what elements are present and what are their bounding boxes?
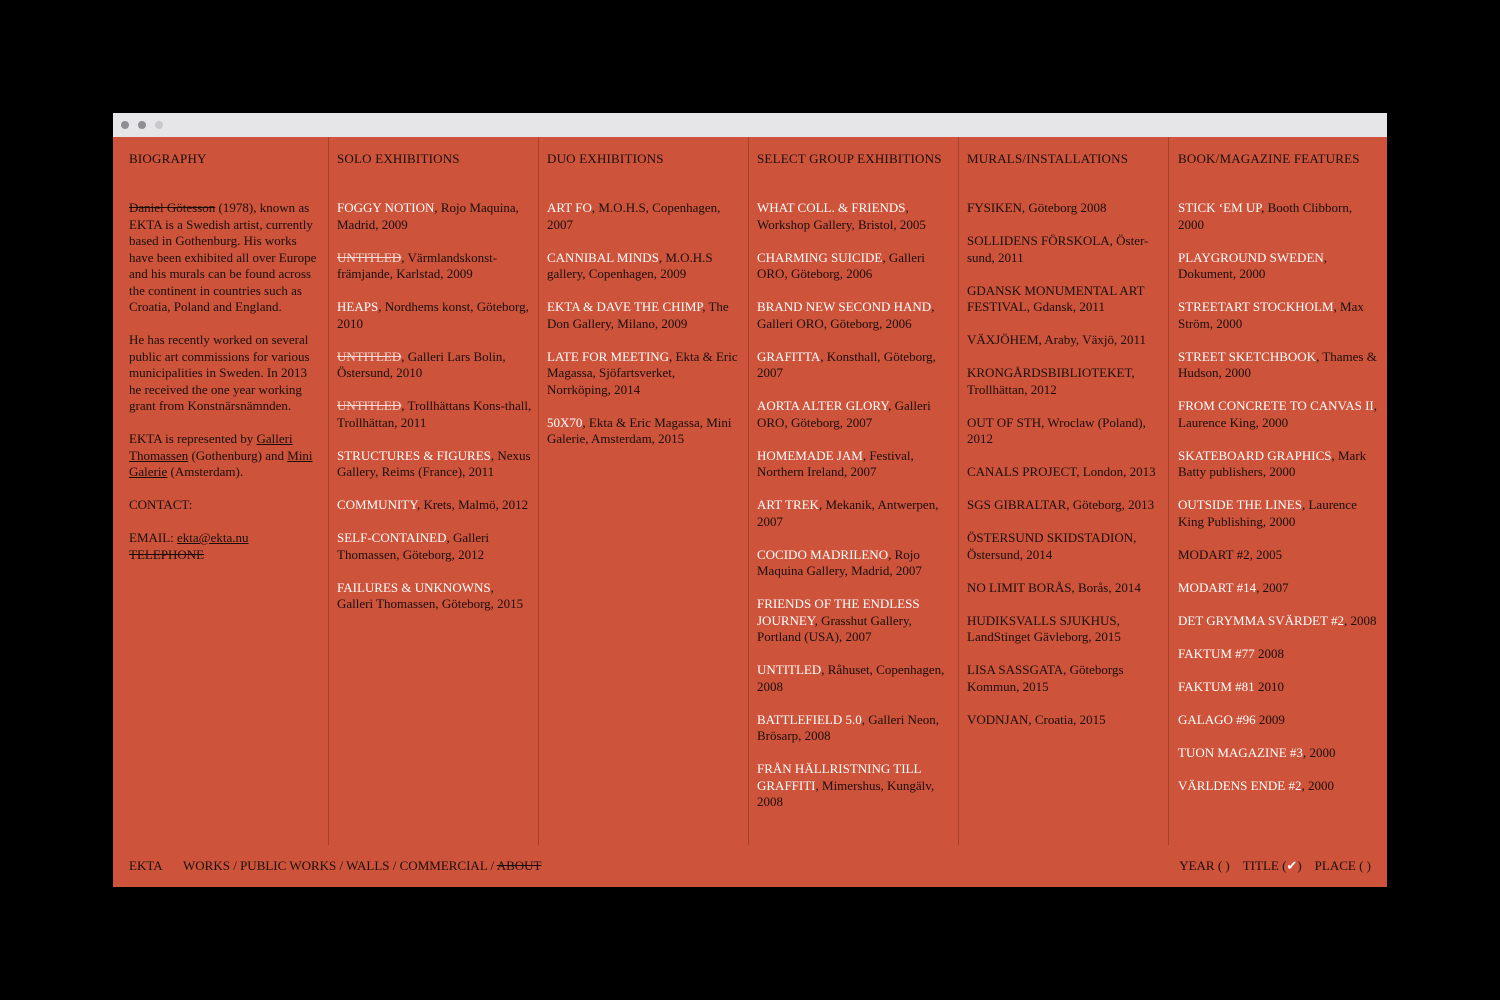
representation-prefix: EKTA is represented by <box>129 431 257 446</box>
entry-title[interactable]: STICK ‘EM UP <box>1178 200 1262 215</box>
entry-details: , M.O.H.S gallery, Copenhagen, 2009 <box>547 249 713 281</box>
exhibition-entry[interactable] <box>967 497 1162 514</box>
nav-public-works[interactable]: PUBLIC WORKS <box>240 858 337 873</box>
exhibition-entry[interactable] <box>757 398 952 431</box>
murals-list <box>967 200 1162 745</box>
entry-details: , Galleri Lars Bolin, Östersund, 2010 <box>337 348 506 380</box>
entry-details: , 2000 <box>1301 777 1334 793</box>
entry-title[interactable]: HOMEMADE JAM <box>757 447 863 463</box>
solo-exhibitions-column <box>329 137 539 845</box>
entry-details: , 2000 <box>1302 744 1336 760</box>
sort-place-toggle[interactable]: PLACE ( ) <box>1314 858 1371 873</box>
book-features-column <box>1169 137 1387 845</box>
entry-title[interactable]: OUTSIDE THE LINES <box>1178 497 1302 512</box>
exhibition-entry[interactable] <box>547 349 742 399</box>
entry-details: , Max Ström, 2000 <box>1178 299 1364 331</box>
biography-paragraph: He has recently worked on several public art commissions for various municipalities in Sweden. In 2013 he received the one year working grant from Konstnärsnämnden. <box>129 332 310 413</box>
entry-title[interactable]: GRAFITTA <box>757 348 821 364</box>
exhibition-entry[interactable] <box>967 365 1162 398</box>
nav-separator: / <box>487 858 497 873</box>
sort-title-toggle[interactable] <box>1243 858 1302 873</box>
entry-details: , Råhuset, Copenhagen, 2008 <box>757 662 945 694</box>
entry-details: VODNJAN, Croatia, 2015 <box>967 711 1106 727</box>
nav-separator: / <box>389 858 400 873</box>
entry-details: , Mimershus, Kungälv, 2008 <box>757 777 935 809</box>
entry-title[interactable]: UNTITLED <box>337 398 402 413</box>
window-titlebar <box>113 113 1387 137</box>
biography-name-struck: Daniel Götesson <box>129 200 216 215</box>
exhibition-entry[interactable] <box>547 200 742 233</box>
entry-title[interactable]: UNTITLED <box>337 348 402 364</box>
entry-title[interactable]: FOGGY NOTION <box>337 200 435 215</box>
email-line <box>129 530 322 547</box>
main-nav <box>183 858 541 874</box>
exhibition-entry[interactable] <box>757 662 952 695</box>
exhibition-entry[interactable] <box>1178 646 1381 663</box>
entry-title[interactable]: SKATEBOARD GRAPHICS <box>1178 447 1332 463</box>
exhibition-entry[interactable] <box>1178 398 1381 431</box>
entry-title[interactable]: BRAND NEW SECOND HAND <box>757 299 932 314</box>
entry-details: , Booth Clibborn, 2000 <box>1178 200 1353 232</box>
entry-title[interactable]: ART TREK <box>757 497 819 512</box>
entry-title[interactable]: COMMUNITY <box>337 497 417 512</box>
entry-title[interactable]: AORTA ALTER GLORY <box>757 398 889 413</box>
exhibition-entry[interactable] <box>967 662 1162 695</box>
exhibition-entry[interactable] <box>1178 299 1381 332</box>
exhibition-entry[interactable] <box>757 349 952 382</box>
exhibition-entry[interactable] <box>757 250 952 283</box>
window-close-dot[interactable] <box>121 121 129 129</box>
exhibition-entry[interactable] <box>1178 613 1381 630</box>
entry-title[interactable]: BATTLEFIELD 5.0 <box>757 711 862 727</box>
exhibition-entry[interactable] <box>757 200 952 233</box>
entry-details: , Nexus Gallery, Reims (France), 2011 <box>337 447 531 479</box>
entry-details: NO LIMIT BORÅS, Borås, 2014 <box>967 579 1141 595</box>
entry-details: OUT OF STH, Wroclaw (Poland), 2012 <box>967 414 1146 446</box>
exhibition-entry[interactable] <box>1178 745 1381 762</box>
entry-details: , Krets, Malmö, 2012 <box>416 497 529 512</box>
exhibition-entry[interactable] <box>1178 200 1381 233</box>
exhibition-entry[interactable] <box>967 712 1162 729</box>
entry-details: LISA SASSGATA, Göteborgs Kommun, 2015 <box>967 662 1124 694</box>
entry-title[interactable]: FRÅN HÄLLRISTNING TILL GRAFFITI <box>757 761 921 793</box>
entry-details: FYSIKEN, Göteborg 2008 <box>967 200 1107 215</box>
entry-title[interactable]: FRIENDS OF THE ENDLESS JOURNEY <box>757 596 920 628</box>
exhibition-entry[interactable] <box>967 464 1162 481</box>
entry-details: , Dokument, 2000 <box>1178 249 1328 281</box>
telephone-struck: TELEPHONE <box>129 546 205 562</box>
murals-column <box>959 137 1169 845</box>
exhibition-entry[interactable] <box>967 580 1162 597</box>
entry-title[interactable]: FAKTUM #77 <box>1178 645 1255 661</box>
entry-title[interactable]: VÄRLDENS ENDE #2 <box>1178 777 1302 793</box>
entry-title[interactable]: DET GRYMMA SVÄRDET #2 <box>1178 612 1345 628</box>
biography-body <box>129 200 322 563</box>
entry-details: 2010 <box>1254 678 1284 694</box>
entry-details: , Galleri ORO, Göteborg, 2007 <box>757 398 931 430</box>
entry-title[interactable]: UNTITLED <box>337 249 402 265</box>
entry-details: , M.O.H.S, Copenhagen, 2007 <box>547 200 721 232</box>
entry-details: , Galleri ORO, Göteborg, 2006 <box>757 299 935 331</box>
entry-title[interactable]: SELF-CONTAINED <box>337 530 447 545</box>
exhibition-entry[interactable] <box>757 497 952 530</box>
exhibition-entry[interactable] <box>757 299 952 332</box>
about-columns <box>113 137 1387 845</box>
duo-exhibitions-list <box>547 200 742 464</box>
entry-details: , Laurence King Publishing, 2000 <box>1178 497 1357 529</box>
entry-title[interactable]: MODART #14 <box>1178 579 1257 595</box>
entry-title[interactable]: LATE FOR MEETING <box>547 348 670 364</box>
entry-title[interactable]: HEAPS <box>337 299 379 314</box>
entry-title[interactable]: 50X70 <box>547 414 583 430</box>
exhibition-entry[interactable] <box>757 596 952 646</box>
exhibition-entry[interactable] <box>967 613 1162 646</box>
exhibition-entry[interactable] <box>967 332 1162 349</box>
solo-exhibitions-list <box>337 200 532 629</box>
exhibition-entry[interactable] <box>337 299 532 332</box>
entry-title[interactable]: TUON MAGAZINE #3 <box>1178 744 1303 760</box>
window-minimize-dot[interactable] <box>138 121 146 129</box>
mini-galerie-link[interactable]: Mini Galerie <box>129 447 313 479</box>
nav-commercial[interactable]: COMMERCIAL <box>399 858 488 873</box>
galleri-thomassen-link[interactable]: Galleri Thomassen <box>129 431 293 463</box>
exhibition-entry[interactable] <box>757 761 952 811</box>
entry-details: , Mekanik, Antwerpen, 2007 <box>757 497 939 529</box>
exhibition-entry[interactable] <box>1178 679 1381 696</box>
exhibition-entry[interactable] <box>547 250 742 283</box>
brand-logo-text[interactable]: EKTA <box>129 858 163 873</box>
entry-details: , Galleri Thomassen, Göteborg, 2015 <box>337 579 524 611</box>
contact-label: CONTACT: <box>129 497 193 512</box>
entry-details: GDANSK MONUMENTAL ART FESTIVAL, Gdansk, 2011 <box>967 282 1145 314</box>
entry-details: , The Don Gallery, Milano, 2009 <box>547 299 729 331</box>
entry-title[interactable]: CHARMING SUICIDE <box>757 249 883 265</box>
group-exhibitions-column <box>749 137 959 845</box>
duo-exhibitions-header: DUO EXHIBITIONS <box>547 151 664 166</box>
group-exhibitions-list <box>757 200 952 827</box>
entry-details: , Galleri Neon, Brösarp, 2008 <box>757 711 939 743</box>
biography-intro-text: (1978), known as EKTA is a Swedish artist, currently based in Gothenburg. His works have been exhibited all over Europe and his murals can be found across the continent in countries such as Croatia, Poland and England. <box>129 200 317 314</box>
entry-details: 2008 <box>1254 645 1284 661</box>
nav-walls[interactable]: WALLS <box>346 858 390 873</box>
nav-separator: / <box>336 858 347 873</box>
exhibition-entry[interactable] <box>757 547 952 580</box>
solo-exhibitions-header: SOLO EXHIBITIONS <box>337 151 460 166</box>
check-mark-icon: ✔ <box>1286 858 1298 873</box>
entry-details: MODART #2, 2005 <box>1178 546 1283 562</box>
exhibition-entry[interactable] <box>337 250 532 283</box>
email-label: EMAIL: <box>129 530 178 545</box>
biography-intro <box>129 200 322 316</box>
exhibition-entry[interactable] <box>337 200 532 233</box>
duo-exhibitions-column <box>539 137 749 845</box>
entry-details: , Ekta & Eric Magassa, Sjöfartsverket, Norrköping, 2014 <box>547 348 738 397</box>
entry-title[interactable]: FROM CONCRETE TO CANVAS II <box>1178 398 1374 413</box>
entry-details: , Ekta & Eric Magassa, Mini Galerie, Amsterdam, 2015 <box>547 414 732 446</box>
nav-about-active[interactable]: ABOUT <box>496 858 542 873</box>
exhibition-entry[interactable] <box>1178 547 1381 564</box>
nav-works[interactable]: WORKS <box>183 858 230 873</box>
exhibition-entry[interactable] <box>337 530 532 563</box>
exhibition-entry[interactable] <box>967 233 1162 266</box>
sort-controls <box>1179 858 1371 874</box>
exhibition-entry[interactable] <box>1178 250 1381 283</box>
entry-details: , Nordhems konst, Göteborg, 2010 <box>337 299 529 331</box>
exhibition-entry[interactable] <box>337 580 532 613</box>
entry-details: , Rojo Maquina, Madrid, 2009 <box>337 200 519 232</box>
entry-details: , Workshop Gallery, Bristol, 2005 <box>757 200 926 232</box>
biography-header: BIOGRAPHY <box>129 151 207 166</box>
entry-details: CANALS PROJECT, London, 2013 <box>967 464 1156 479</box>
entry-title[interactable]: UNTITLED <box>757 662 822 677</box>
footer-bar <box>113 845 1387 887</box>
exhibition-entry[interactable] <box>757 448 952 481</box>
entry-details: SGS GIBRALTAR, Göteborg, 2013 <box>967 497 1155 512</box>
representation-mid: (Gothenburg) and <box>188 447 288 463</box>
entry-details: ÖSTERSUND SKIDSTADION, Östersund, 2014 <box>967 530 1137 562</box>
exhibition-entry[interactable] <box>337 398 532 431</box>
sort-title-label: TITLE ( <box>1242 858 1287 873</box>
entry-details: 2009 <box>1255 711 1285 727</box>
entry-title[interactable]: WHAT COLL. & FRIENDS <box>757 200 906 215</box>
exhibition-entry[interactable] <box>967 530 1162 563</box>
email-link[interactable]: ekta@ekta.nu <box>177 530 249 545</box>
biography-column <box>113 137 329 845</box>
exhibition-entry[interactable] <box>1178 497 1381 530</box>
representation-text <box>129 431 322 481</box>
exhibition-entry[interactable] <box>757 712 952 745</box>
entry-title[interactable]: COCIDO MADRILENO <box>757 546 889 562</box>
exhibition-entry[interactable] <box>1178 349 1381 382</box>
entry-title[interactable]: ART FO <box>547 200 592 215</box>
group-exhibitions-header: SELECT GROUP EXHIBITIONS <box>757 151 942 166</box>
exhibition-entry[interactable] <box>547 415 742 448</box>
window-maximize-dot[interactable] <box>155 121 163 129</box>
book-features-header: BOOK/MAGAZINE FEATURES <box>1178 151 1360 166</box>
entry-details: KRONGÅRDSBIBLIOTEKET, Trollhättan, 2012 <box>967 365 1135 397</box>
exhibition-entry[interactable] <box>967 415 1162 448</box>
exhibition-entry[interactable] <box>337 448 532 481</box>
exhibition-entry[interactable] <box>547 299 742 332</box>
entry-details: , Rojo Maquina Gallery, Madrid, 2007 <box>757 546 922 578</box>
entry-details: , Thames & Hudson, 2000 <box>1178 348 1377 380</box>
entry-title[interactable]: CANNIBAL MINDS <box>547 249 659 265</box>
entry-details: , Galleri Thomassen, Göteborg, 2012 <box>337 530 490 562</box>
exhibition-entry[interactable] <box>967 200 1162 217</box>
entry-details: , Värmlandskonst-främjande, Karlstad, 2009 <box>337 249 498 281</box>
entry-details: SOLLIDENS FÖRSKOLA, Öster-sund, 2011 <box>967 233 1149 265</box>
entry-details: , Grasshut Gallery, Portland (USA), 2007 <box>757 612 912 644</box>
entry-details: , Konsthall, Göteborg, 2007 <box>757 348 936 380</box>
entry-details: , Galleri ORO, Göteborg, 2006 <box>757 249 925 281</box>
entry-title[interactable]: GALAGO #96 <box>1178 711 1256 727</box>
book-features-list <box>1178 200 1381 811</box>
exhibition-entry[interactable] <box>967 283 1162 316</box>
entry-title[interactable]: STREET SKETCHBOOK <box>1178 348 1317 364</box>
entry-title[interactable]: STREETART STOCKHOLM <box>1178 299 1334 314</box>
entry-details: , Mark Batty publishers, 2000 <box>1178 447 1367 479</box>
entry-title[interactable]: EKTA & DAVE THE CHIMP <box>547 299 703 314</box>
exhibition-entry[interactable] <box>337 497 532 514</box>
entry-details: , 2008 <box>1344 612 1377 628</box>
exhibition-entry[interactable] <box>1178 712 1381 729</box>
sort-year-toggle[interactable]: YEAR ( ) <box>1179 858 1230 873</box>
exhibition-entry[interactable] <box>337 349 532 382</box>
exhibition-entry[interactable] <box>1178 448 1381 481</box>
entry-details: VÄXJÖHEM, Araby, Växjö, 2011 <box>967 332 1146 347</box>
entry-details: HUDIKSVALLS SJUKHUS, LandStinget Gävleborg, 2015 <box>967 612 1121 644</box>
entry-details: , 2007 <box>1256 579 1289 595</box>
representation-suffix: (Amsterdam). <box>167 464 244 479</box>
nav-separator: / <box>229 858 241 873</box>
entry-details: , Festival, Northern Ireland, 2007 <box>757 447 914 479</box>
entry-title[interactable]: FAILURES & UNKNOWNS <box>337 579 491 595</box>
sort-title-close: ) <box>1297 858 1302 873</box>
exhibition-entry[interactable] <box>1178 580 1381 597</box>
exhibition-entry[interactable] <box>1178 778 1381 795</box>
entry-title[interactable]: PLAYGROUND SWEDEN <box>1178 249 1324 265</box>
murals-header: MURALS/INSTALLATIONS <box>967 151 1129 166</box>
entry-details: , Trollhättans Kons-thall, Trollhättan, 2011 <box>337 398 532 430</box>
browser-window <box>113 113 1387 887</box>
entry-title[interactable]: FAKTUM #81 <box>1178 678 1255 694</box>
entry-details: , Laurence King, 2000 <box>1178 398 1378 430</box>
entry-title[interactable]: STRUCTURES & FIGURES <box>337 447 491 463</box>
